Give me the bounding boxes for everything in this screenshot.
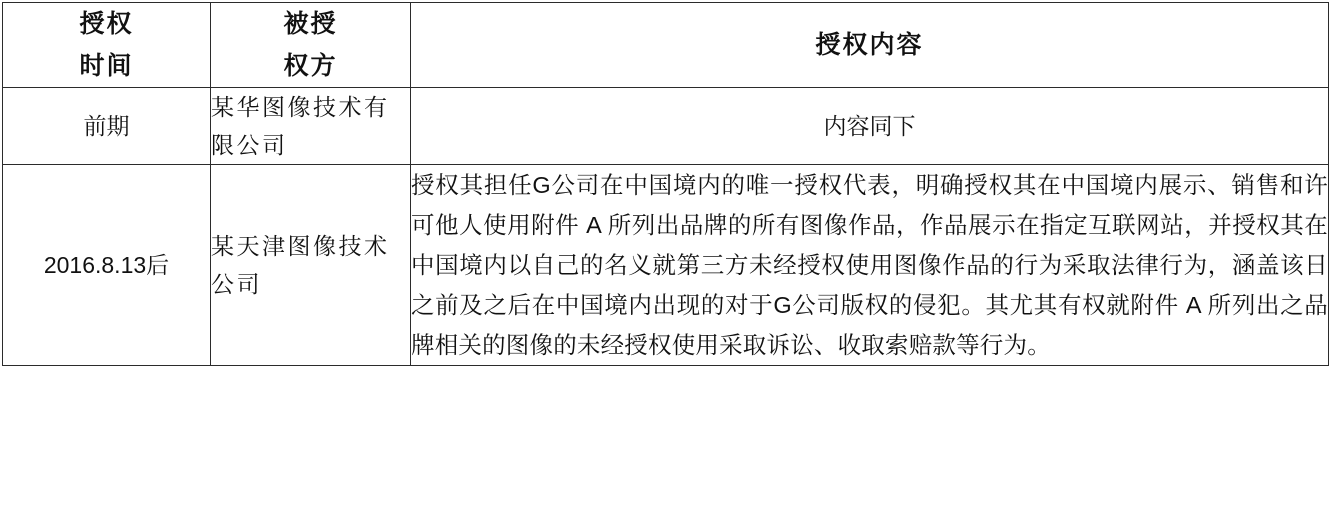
cell-authorized-party: 某天津图像技术公司 [211, 165, 411, 366]
header-line: 授权 [79, 10, 134, 38]
cell-authorized-party: 某华图像技术有限公司 [211, 88, 411, 165]
table-row [3, 88, 1329, 165]
table-row [3, 165, 1329, 366]
header-authorization-time [3, 3, 211, 88]
header-line: 授权内容 [815, 31, 924, 59]
header-line: 被授 [283, 10, 338, 38]
header-authorized-party [211, 3, 411, 88]
header-authorization-content [411, 3, 1329, 88]
cell-authorization-content: 内容同下 [411, 88, 1329, 165]
header-line: 时间 [79, 52, 134, 80]
table-header-row [3, 3, 1329, 88]
cell-authorization-time: 前期 [3, 88, 211, 165]
header-line: 权方 [283, 52, 338, 80]
authorization-table [2, 2, 1329, 366]
cell-authorization-time: 2016.8.13后 [3, 165, 211, 366]
cell-authorization-content: 授权其担任G公司在中国境内的唯一授权代表，明确授权其在中国境内展示、销售和许可他人使用附件 A 所列出品牌的所有图像作品，作品展示在指定互联网站，并授权其在中国境内以自己的名义就第三方未经授权使用图像作品的行为采取法律行为，涵盖该日之前及之后在中国境内出现的对于G公司版权的侵犯。其尤其有权就附件 A 所列出之品牌相关的图像的未经授权使用采取诉讼、收取索赔款等行为。 [411, 165, 1329, 366]
